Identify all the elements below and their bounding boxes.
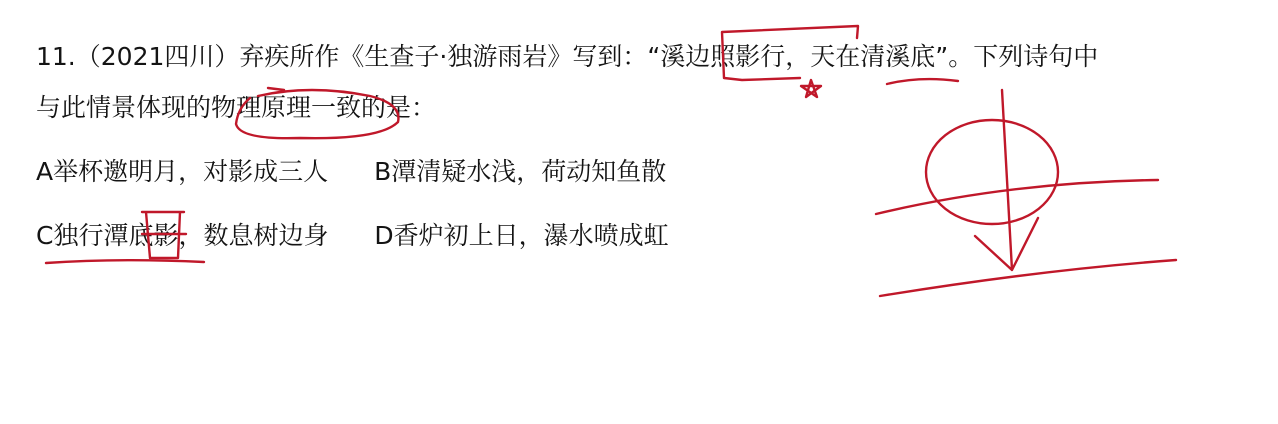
sketch-circle-annotation	[926, 120, 1058, 224]
question-line-1: 11.（2021四川）弃疾所作《生查子·独游雨岩》写到：“溪边照影行，天在清溪底”。下列诗句中	[36, 42, 1099, 71]
option-b: B潭清疑水浅，荷动知鱼散	[374, 157, 667, 186]
options-row-2	[36, 219, 669, 253]
sketch-baseline-annotation	[880, 260, 1176, 296]
option-a: A举杯邀明月，对影成三人	[36, 157, 329, 186]
sketch-arrow-annotation	[975, 90, 1038, 270]
options-row-1	[36, 155, 666, 189]
underline-annotation-2	[46, 260, 204, 263]
sketch-crossbar-annotation	[876, 180, 1158, 214]
tick-annotation	[268, 88, 284, 90]
question-line-2: 与此情景体现的物理原理一致的是：	[36, 93, 437, 122]
option-c: C独行潭底影，数息树边身	[36, 221, 329, 250]
star-annotation	[801, 80, 821, 97]
underline-annotation-1	[887, 79, 958, 84]
option-d: D香炉初上日，瀑水喷成虹	[374, 221, 669, 250]
